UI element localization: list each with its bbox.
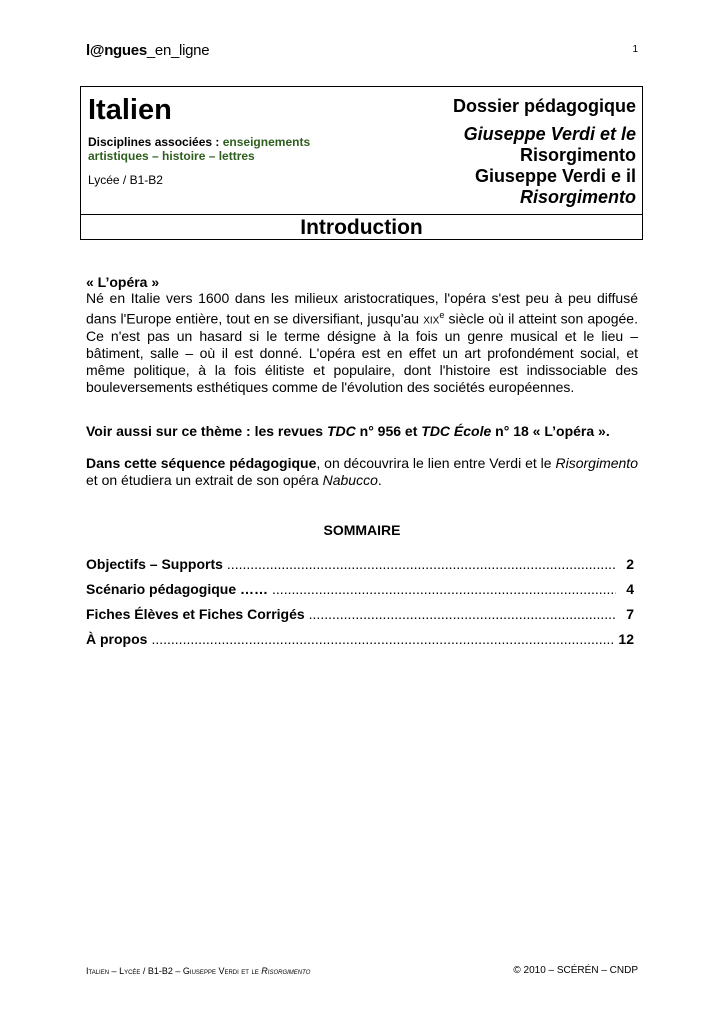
logo-sep: _en_ bbox=[146, 42, 180, 59]
sequence-paragraph bbox=[86, 455, 638, 489]
opera-sup: e bbox=[439, 310, 445, 320]
see-also-paragraph bbox=[86, 423, 638, 440]
seq-bold: Dans cette séquence pédagogique bbox=[86, 455, 317, 471]
toc-label: À propos bbox=[86, 631, 148, 647]
toc-dots bbox=[309, 606, 616, 622]
subject-title: Italien bbox=[88, 94, 172, 126]
seq-text-1: , on découvrira le lien entre Verdi et le bbox=[316, 455, 556, 471]
toc-item[interactable] bbox=[86, 631, 634, 647]
toc-item[interactable] bbox=[86, 581, 634, 597]
title-box-left bbox=[88, 93, 368, 187]
logo-end: ligne bbox=[179, 42, 210, 59]
opera-paragraph bbox=[86, 290, 638, 396]
seq-italic-1: Risorgimento bbox=[555, 455, 638, 471]
seq-text-2: et on étudiera un extrait de son opéra bbox=[86, 472, 323, 488]
seq-italic-2: Nabucco bbox=[322, 472, 378, 488]
sommaire-title: SOMMAIRE bbox=[323, 522, 401, 538]
toc-dots bbox=[227, 556, 616, 572]
toc-item[interactable] bbox=[86, 556, 634, 572]
section-title: Introduction bbox=[300, 216, 423, 239]
title-box-top bbox=[81, 87, 642, 215]
page-number: 1 bbox=[632, 44, 638, 55]
title-fr-plain: Risorgimento bbox=[519, 145, 636, 165]
toc-dots bbox=[272, 581, 616, 597]
footer-left-text: Italien – Lycée / B1-B2 – Giuseppe Verdi et le bbox=[86, 966, 262, 976]
logo-main: l@ngues bbox=[86, 42, 147, 59]
toc-page: 7 bbox=[626, 606, 634, 622]
dossier-label: Dossier pédagogique bbox=[452, 96, 636, 116]
title-box-right bbox=[356, 95, 636, 208]
voir-text-3: n° 18 « L’opéra ». bbox=[491, 423, 610, 439]
toc-label: Objectifs – Supports bbox=[86, 556, 223, 572]
opera-heading: « L’opéra » bbox=[86, 274, 160, 290]
voir-text-2: n° 956 et bbox=[355, 423, 422, 439]
opera-text-1: Né en Italie vers 1600 dans les milieux aristocratiques, l'opéra s'est peu à peu diffusé dans l'Europe entière, tout en se diversifiant, jusqu'au bbox=[86, 290, 638, 327]
toc-page: 12 bbox=[618, 631, 634, 647]
voir-text-1: Voir aussi sur ce thème : les revues bbox=[86, 423, 327, 439]
toc-label: Fiches Élèves et Fiches Corrigés bbox=[86, 606, 305, 622]
title-fr-italic: Giuseppe Verdi et le bbox=[463, 124, 636, 144]
footer-left bbox=[86, 966, 310, 976]
title-it-plain: Giuseppe Verdi e il bbox=[474, 166, 636, 186]
footer-left-italic: Risorgimento bbox=[261, 966, 311, 976]
level: Lycée / B1-B2 bbox=[88, 173, 163, 187]
site-logo bbox=[86, 42, 209, 59]
toc-item[interactable] bbox=[86, 606, 634, 622]
toc-dots bbox=[151, 631, 614, 647]
disciplines-value: enseignements artistiques – histoire – lettres bbox=[88, 135, 311, 163]
opera-text-2: siècle où il atteint son apogée. Ce n'est pas un hasard si le terme désigne à la fois un genre musical et le lieu – bâtiment, salle – où il est donné. L'opéra est en effet un art profondément social, et même politique, à la fois élitiste et populaire, dont l'histoire est indissociable des bouleversements esthétiques comme de l'évolution des sociétés européennes. bbox=[86, 310, 638, 395]
voir-tdc-ecole: TDC École bbox=[421, 423, 492, 439]
title-box bbox=[80, 86, 643, 240]
seq-text-3: . bbox=[377, 472, 382, 488]
toc-page: 2 bbox=[626, 556, 634, 572]
toc-page: 4 bbox=[626, 581, 634, 597]
disciplines-label: Disciplines associées : bbox=[88, 135, 223, 149]
footer-right: © 2010 – SCÉRÉN – CNDP bbox=[513, 965, 638, 976]
opera-century: xix bbox=[423, 310, 440, 327]
document-title bbox=[356, 124, 636, 208]
title-it-italic: Risorgimento bbox=[519, 187, 636, 207]
toc-label: Scénario pédagogique …… bbox=[86, 581, 269, 597]
disciplines bbox=[88, 135, 368, 163]
voir-tdc: TDC bbox=[326, 423, 356, 439]
